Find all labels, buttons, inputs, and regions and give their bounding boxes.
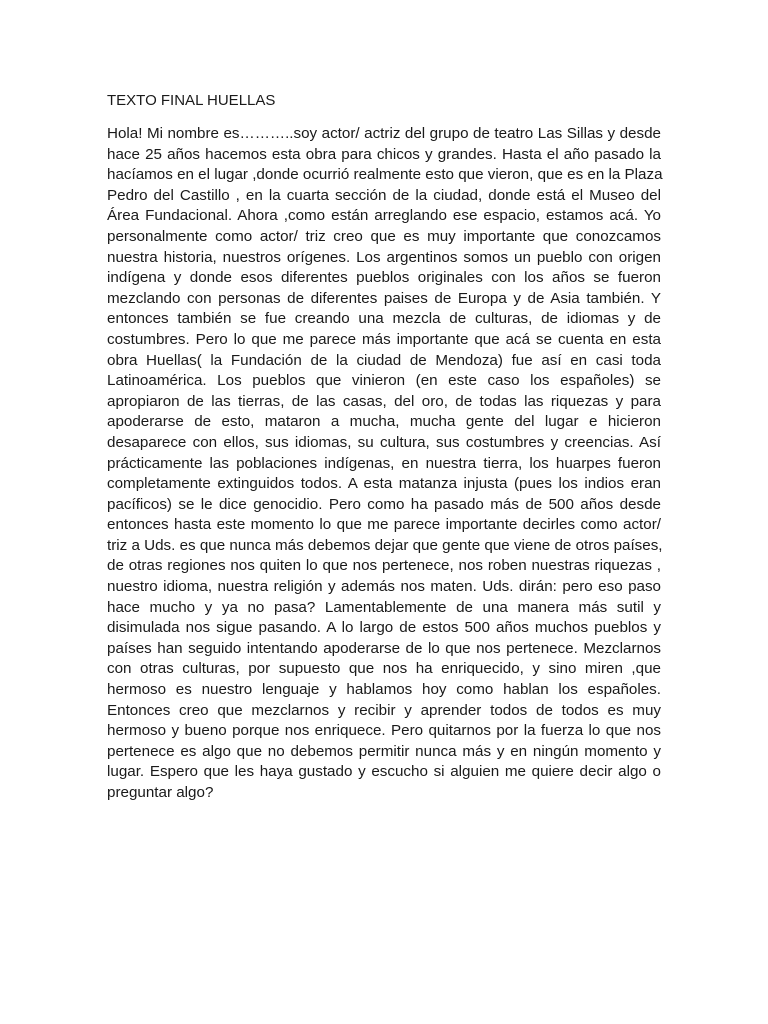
body-line: lugar. Espero que les haya gustado y escucho si alguien me quiere decir algo o — [107, 763, 661, 781]
body-line: desaparece con ellos, sus idiomas, su cultura, sus costumbres y creencias. Así — [107, 433, 661, 451]
body-line: nuestro idioma, nuestra religión y además nos maten. Uds. dirán: pero eso paso — [107, 578, 661, 596]
body-line: mezclando con personas de diferentes paises de Europa y de Asia también. Y — [107, 289, 661, 307]
body-line: pertenece es algo que no debemos permitir nunca más y en ningún momento y — [107, 742, 661, 760]
body-line: preguntar algo? — [107, 784, 214, 801]
body-line: personalmente como actor/ triz creo que es muy importante que conozcamos — [107, 227, 661, 245]
body-line: prácticamente las poblaciones indígenas, en nuestra tierra, los huarpes fueron — [107, 454, 661, 472]
body-line: obra Huellas( la Fundación de la ciudad de Mendoza) fue así en casi toda — [107, 351, 661, 369]
body-line: de otras regiones nos quiten lo que nos pertenece, nos roben nuestras riquezas , — [107, 557, 661, 575]
body-line: apropiaron de las tierras, de las casas, del oro, de todas las riquezas y para — [107, 392, 661, 410]
document-body — [107, 124, 661, 804]
body-line: Área Fundacional. Ahora ,como están arreglando ese espacio, estamos acá. Yo — [107, 207, 661, 225]
body-line: hacíamos en el lugar ,donde ocurrió realmente esto que vieron, que es en la Plaza — [107, 166, 663, 184]
body-line: triz a Uds. es que nunca más debemos dejar que gente que viene de otros países, — [107, 536, 663, 554]
body-line: Pedro del Castillo , en la cuarta sección de la ciudad, donde está el Museo del — [107, 186, 661, 204]
body-line: apoderarse de esto, mataron a mucha, mucha gente del lugar e hicieron — [107, 413, 661, 431]
body-line: con otras culturas, por supuesto que nos ha enriquecido, y sino miren ,que — [107, 660, 661, 678]
body-line: Entonces creo que mezclarnos y recibir y aprender todos de todos es muy — [107, 701, 661, 719]
document-title: TEXTO FINAL HUELLAS — [107, 92, 276, 109]
body-line: completamente extinguidos todos. A esta matanza injusta (pues los indios eran — [107, 475, 661, 493]
body-line: costumbres. Pero lo que me parece más importante que acá se cuenta en esta — [107, 330, 661, 348]
body-line: entonces también se fue creando una mezcla de culturas, de idiomas y de — [107, 310, 661, 328]
body-line: indígena y donde esos diferentes pueblos originales con los años se fueron — [107, 269, 661, 287]
body-line: hace 25 años hacemos esta obra para chicos y grandes. Hasta el año pasado la — [107, 145, 661, 163]
body-line: Hola! Mi nombre es………..soy actor/ actriz del grupo de teatro Las Sillas y desde — [107, 125, 661, 142]
body-line: Latinoamérica. Los pueblos que vinieron (en este caso los españoles) se — [107, 372, 661, 390]
body-line: hace mucho y ya no pasa? Lamentablemente de una manera más sutil y — [107, 598, 661, 616]
body-line: pacíficos) se le dice genocidio. Pero como ha pasado más de 500 años desde — [107, 495, 661, 513]
body-line: hermoso es nuestro lenguaje y hablamos hoy como hablan los españoles. — [107, 681, 661, 699]
body-line: nuestra historia, nuestros orígenes. Los argentinos somos un pueblo con origen — [107, 248, 661, 266]
body-line: disimulada nos sigue pasando. A lo largo de estos 500 años muchos pueblos y — [107, 619, 661, 637]
body-line: países han seguido intentando apoderarse de lo que nos pertenece. Mezclarnos — [107, 639, 661, 657]
body-line: entonces hasta este momento lo que me parece importante decirles como actor/ — [107, 516, 661, 534]
body-line: hermoso y bueno porque nos enriquece. Pero quitarnos por la fuerza lo que nos — [107, 722, 661, 740]
